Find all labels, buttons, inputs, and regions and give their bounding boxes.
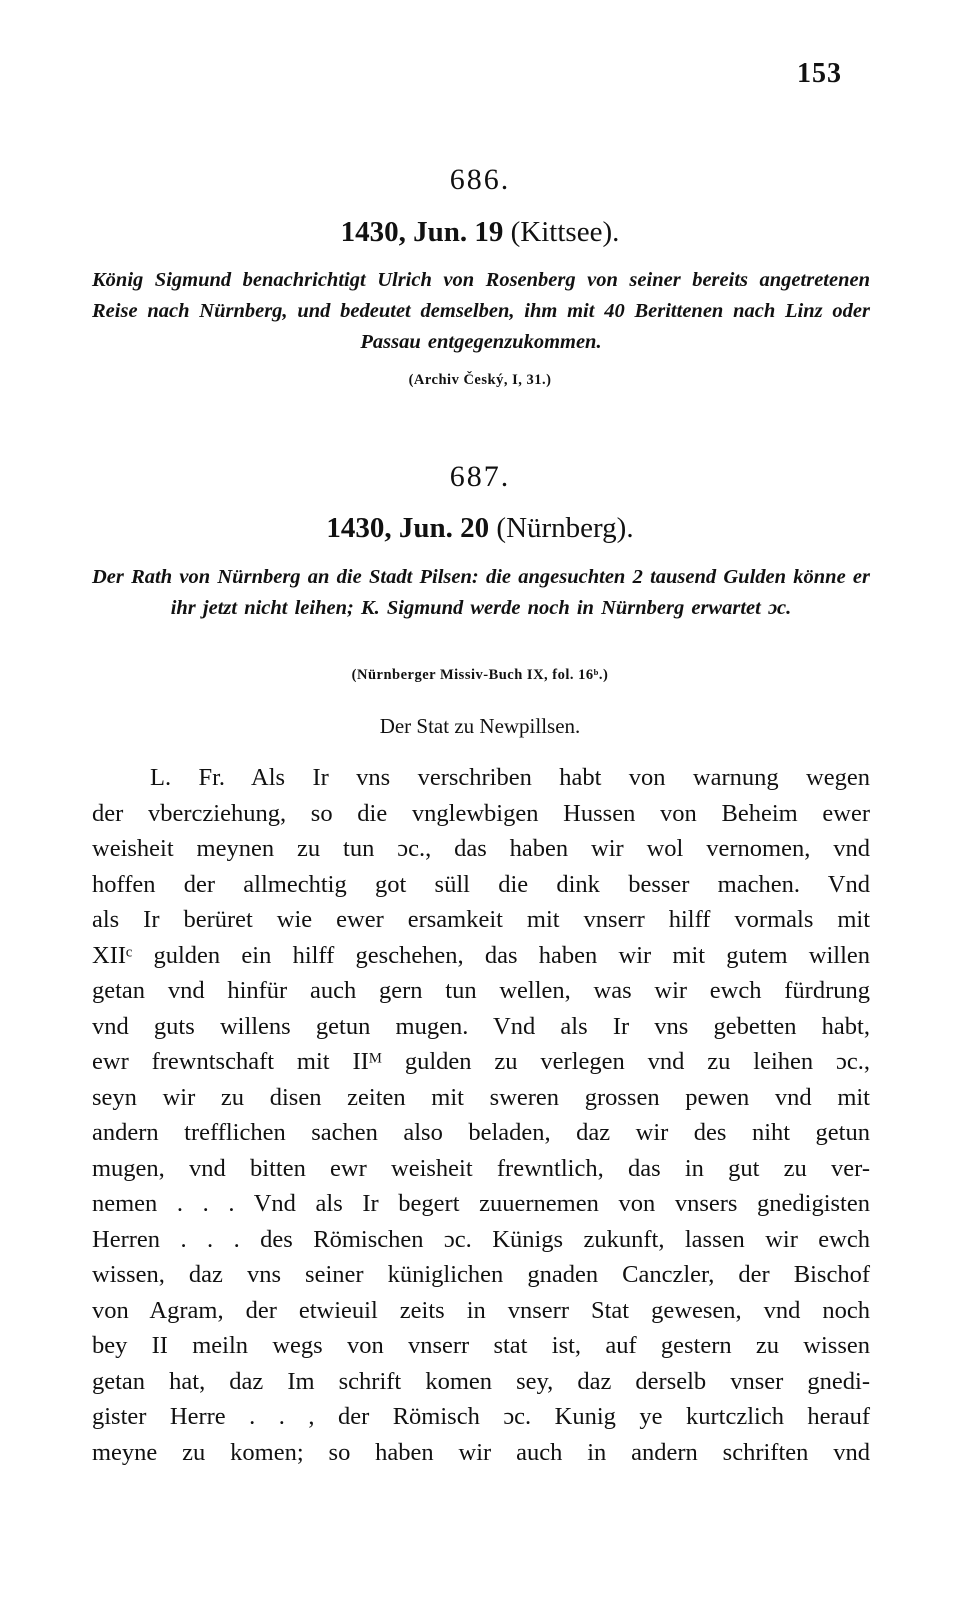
entry-place: (Kittsee). bbox=[510, 216, 620, 248]
letter-body bbox=[92, 760, 870, 1470]
body-line: Herren . . . des Römischen ɔc. Künigs zukunft, lassen wir ewch bbox=[92, 1225, 870, 1253]
entry-date-bold: 1430, Jun. 20 bbox=[326, 512, 490, 544]
body-line: vnd guts willens getun mugen. Vnd als Ir vns gebetten habt, bbox=[92, 1012, 870, 1040]
entry-date bbox=[0, 512, 960, 545]
body-line: von Agram, der etwieuil zeits in vnserr Stat gewesen, vnd noch bbox=[92, 1296, 870, 1324]
source-citation: (Archiv Český, I, 31.) bbox=[408, 372, 552, 388]
body-line: XIIᶜ gulden ein hilff geschehen, das haben wir mit gutem willen bbox=[92, 941, 870, 969]
body-line: L. Fr. Als Ir vns verschriben habt von warnung wegen bbox=[150, 764, 870, 791]
letter-address: Der Stat zu Newpillsen. bbox=[379, 714, 581, 738]
entry-summary: König Sigmund benachrichtigt Ulrich von Rosenberg von seiner bereits angetretenen Reise nach Nürnberg, und bedeutet demselben, ihm mit 40 Berittenen nach Linz oder Passau entgegenzukommen. bbox=[92, 269, 870, 353]
body-line: als Ir berüret wie ewer ersamkeit mit vnserr hilff vormals mit bbox=[92, 906, 870, 933]
body-line: mugen, vnd bitten ewr weisheit frewntlich, das in gut zu ver- bbox=[92, 1154, 870, 1182]
entry-number: 686. bbox=[449, 163, 511, 196]
entry-summary: Der Rath von Nürnberg an die Stadt Pilsen: die angesuchten 2 tausend Gulden könne er ihr jetzt nicht leihen; K. Sigmund werde noch in Nürnberg erwartet ɔc. bbox=[92, 566, 870, 619]
page-number: 153 bbox=[797, 58, 842, 89]
body-line: andern trefflichen sachen also beladen, daz wir des niht getun bbox=[92, 1119, 870, 1146]
body-line: getan hat, daz Im schrift komen sey, daz derselb vnser gnedi- bbox=[92, 1367, 870, 1395]
body-line: seyn wir zu disen zeiten mit sweren grossen pewen vnd mit bbox=[92, 1083, 870, 1111]
body-line: gister Herre . . , der Römisch ɔc. Kunig ye kurtczlich herauf bbox=[92, 1403, 870, 1430]
entry-place: (Nürnberg). bbox=[496, 512, 634, 544]
entry-date bbox=[0, 216, 960, 249]
body-line: weisheit meynen zu tun ɔc., das haben wir wol vernomen, vnd bbox=[92, 835, 870, 862]
entry-number: 687. bbox=[449, 460, 511, 493]
body-line: wissen, daz vns seiner küniglichen gnaden Canczler, der Bischof bbox=[92, 1261, 870, 1288]
source-citation: (Nürnberger Missiv-Buch IX, fol. 16ᵇ.) bbox=[351, 667, 609, 683]
body-line: nemen . . . Vnd als Ir begert zuuernemen von vnsers gnedigisten bbox=[92, 1190, 870, 1217]
body-line: getan vnd hinfür auch gern tun wellen, was wir ewch fürdrung bbox=[92, 977, 870, 1004]
body-line: bey II meiln wegs von vnserr stat ist, auf gestern zu wissen bbox=[92, 1332, 870, 1359]
body-line: der vbercziehung, so die vnglewbigen Hussen von Beheim ewer bbox=[92, 799, 870, 827]
entry-date-bold: 1430, Jun. 19 bbox=[340, 216, 504, 248]
body-line: meyne zu komen; so haben wir auch in andern schriften vnd bbox=[92, 1438, 870, 1466]
body-line: hoffen der allmechtig got süll die dink besser machen. Vnd bbox=[92, 870, 870, 898]
body-line: ewr frewntschaft mit IIᴹ gulden zu verlegen vnd zu leihen ɔc., bbox=[92, 1048, 870, 1075]
